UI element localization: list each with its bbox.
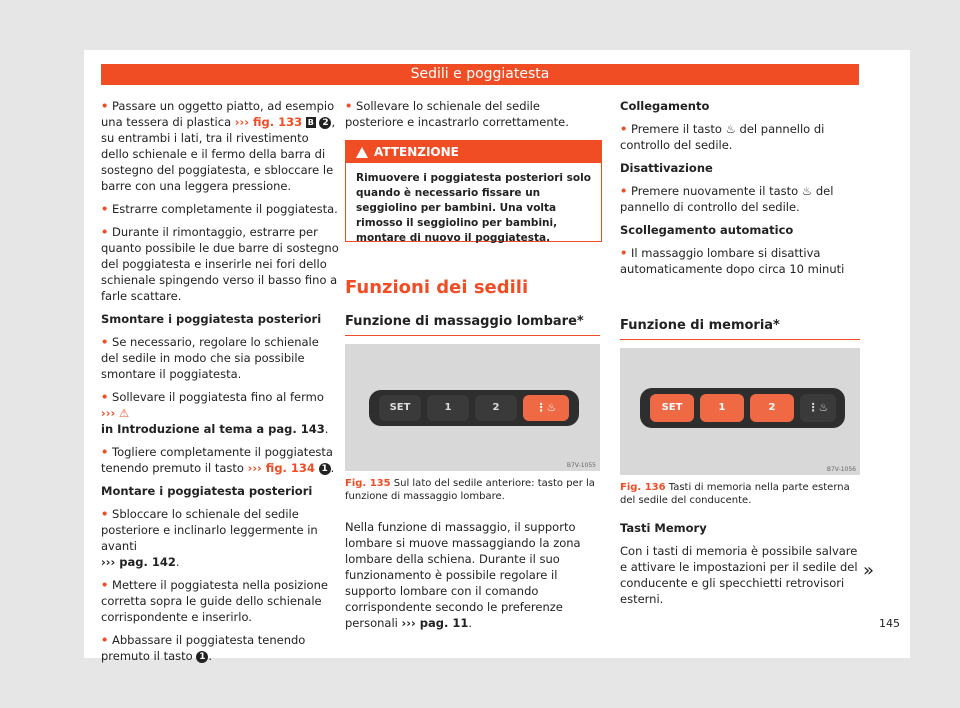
subsection-title: Funzione di memoria* <box>620 318 780 333</box>
section-title: Funzioni dei sedili <box>345 277 529 298</box>
paragraph: • Sbloccare lo schienale del sedile posteriore e inclinarlo leggermente in avanti ››› pag. 142. <box>101 507 318 569</box>
set-button: SET <box>650 394 694 422</box>
page-number: 145 <box>879 617 900 630</box>
divider <box>345 335 600 336</box>
memory-button-1: 1 <box>700 394 744 422</box>
figure-135 <box>345 344 600 471</box>
paragraph: • Se necessario, regolare lo schienale del sedile in modo che sia possibile smontare il poggiatesta. <box>101 335 319 381</box>
page-link[interactable]: ››› pag. 11 <box>401 616 469 630</box>
control-panel <box>369 390 579 426</box>
column-1 <box>101 98 339 671</box>
column-3-body <box>620 520 860 614</box>
callout-number: 1 <box>319 463 331 475</box>
column-3 <box>620 98 860 284</box>
subheading: Smontare i poggiatesta posteriori <box>101 312 322 326</box>
column-2-body <box>345 519 600 638</box>
paragraph: • Premere il tasto ♨ del pannello di controllo del sedile. <box>620 122 825 152</box>
warning-icon <box>356 147 368 158</box>
subsection-title: Funzione di massaggio lombare* <box>345 314 584 329</box>
memory-button-1: 1 <box>427 395 469 421</box>
control-panel <box>640 388 845 428</box>
seat-massage-icon: ⋮♨ <box>535 401 557 414</box>
memory-button-2: 2 <box>750 394 794 422</box>
paragraph: • Premere nuovamente il tasto ♨ del pannello di controllo del sedile. <box>620 184 834 214</box>
figure-link[interactable]: ››› fig. 134 <box>247 461 315 475</box>
paragraph: • Passare un oggetto piatto, ad esempio una tessera di plastica ››› fig. 133 B 2 , su entrambi i lati, tra il rivestimento dello schienale e il fermo della barra di sostegno del poggiatesta, e sbloccare le barre con una leggera pressione. <box>101 99 336 193</box>
figure-136 <box>620 348 860 475</box>
seat-massage-icon: ♨ <box>801 184 813 198</box>
subheading: Montare i poggiatesta posteriori <box>101 484 313 498</box>
memory-button-2: 2 <box>475 395 517 421</box>
set-button: SET <box>379 395 421 421</box>
seat-massage-icon: ⋮♨ <box>807 401 829 414</box>
paragraph: • Il massaggio lombare si disattiva automaticamente dopo circa 10 minuti <box>620 246 845 276</box>
column-2-text <box>345 98 600 137</box>
subheading: Collegamento <box>620 99 710 113</box>
paragraph: Nella funzione di massaggio, il supporto lombare si muove massaggiando la zona lombare della schiena. Durante il suo funzionamento è possibile regolare il supporto lombare con il comando corrispondente secondo le preferenze personali ››› pag. 11. <box>345 520 581 630</box>
warning-text: Rimuovere i poggiatesta posteriori solo quando è necessario fissare un seggiolino per bambini. Una volta rimosso il seggiolino per bambini, montare di nuovo il poggiatesta. <box>356 172 591 244</box>
callout-number: 1 <box>196 651 208 663</box>
page-link[interactable]: ››› pag. 142 <box>101 555 176 569</box>
figure-link[interactable]: ››› fig. 133 <box>234 115 303 129</box>
figure-id: B7V-1055 <box>566 462 596 469</box>
paragraph: • Togliere completamente il poggiatesta tenendo premuto il tasto ››› fig. 134 1 . <box>101 445 335 475</box>
subheading: Disattivazione <box>620 161 713 175</box>
paragraph: Con i tasti di memoria è possibile salvare e attivare le impostazioni per il sedile del conducente e gli specchietti retrovisori esterni. <box>620 544 858 606</box>
figure-id: B7V-1056 <box>826 466 856 473</box>
massage-button <box>523 395 569 421</box>
warning-box <box>345 140 602 242</box>
paragraph: • Sollevare il poggiatesta fino al fermo ››› ⚠ in Introduzione al tema a pag. 143. <box>101 390 329 436</box>
seat-massage-icon: ♨ <box>725 122 736 136</box>
paragraph: • Durante il rimontaggio, estrarre per quanto possibile le due barre di sostegno del poggiatesta e inserirle nei fori dello schienale spingendo verso il basso fino a farle scattare. <box>101 225 339 303</box>
label-box: B <box>307 118 314 127</box>
continue-icon: » <box>863 560 875 581</box>
divider <box>620 339 860 340</box>
section-header: Sedili e poggiatesta <box>101 64 859 85</box>
warning-header: ATTENZIONE <box>346 141 601 163</box>
paragraph: • Abbassare il poggiatesta tenendo premuto il tasto 1 . <box>101 633 306 663</box>
paragraph: • Sollevare lo schienale del sedile posteriore e incastrarlo correttamente. <box>345 99 569 129</box>
figure-caption: Fig. 135 Sul lato del sedile anteriore: tasto per la funzione di massaggio lombare. <box>345 478 595 502</box>
warning-icon: ⚠ <box>118 406 130 420</box>
subheading: Tasti Memory <box>620 521 707 535</box>
massage-button <box>800 394 836 422</box>
figure-caption: Fig. 136 Tasti di memoria nella parte esterna del sedile del conducente. <box>620 482 850 506</box>
paragraph: • Mettere il poggiatesta nella posizione corretta sopra le guide dello schienale corrispondente e inserirlo. <box>101 578 328 624</box>
paragraph: • Estrarre completamente il poggiatesta. <box>101 202 338 216</box>
subheading: Scollegamento automatico <box>620 223 794 237</box>
page-link[interactable]: ››› <box>101 406 116 420</box>
callout-number: 2 <box>319 117 331 129</box>
